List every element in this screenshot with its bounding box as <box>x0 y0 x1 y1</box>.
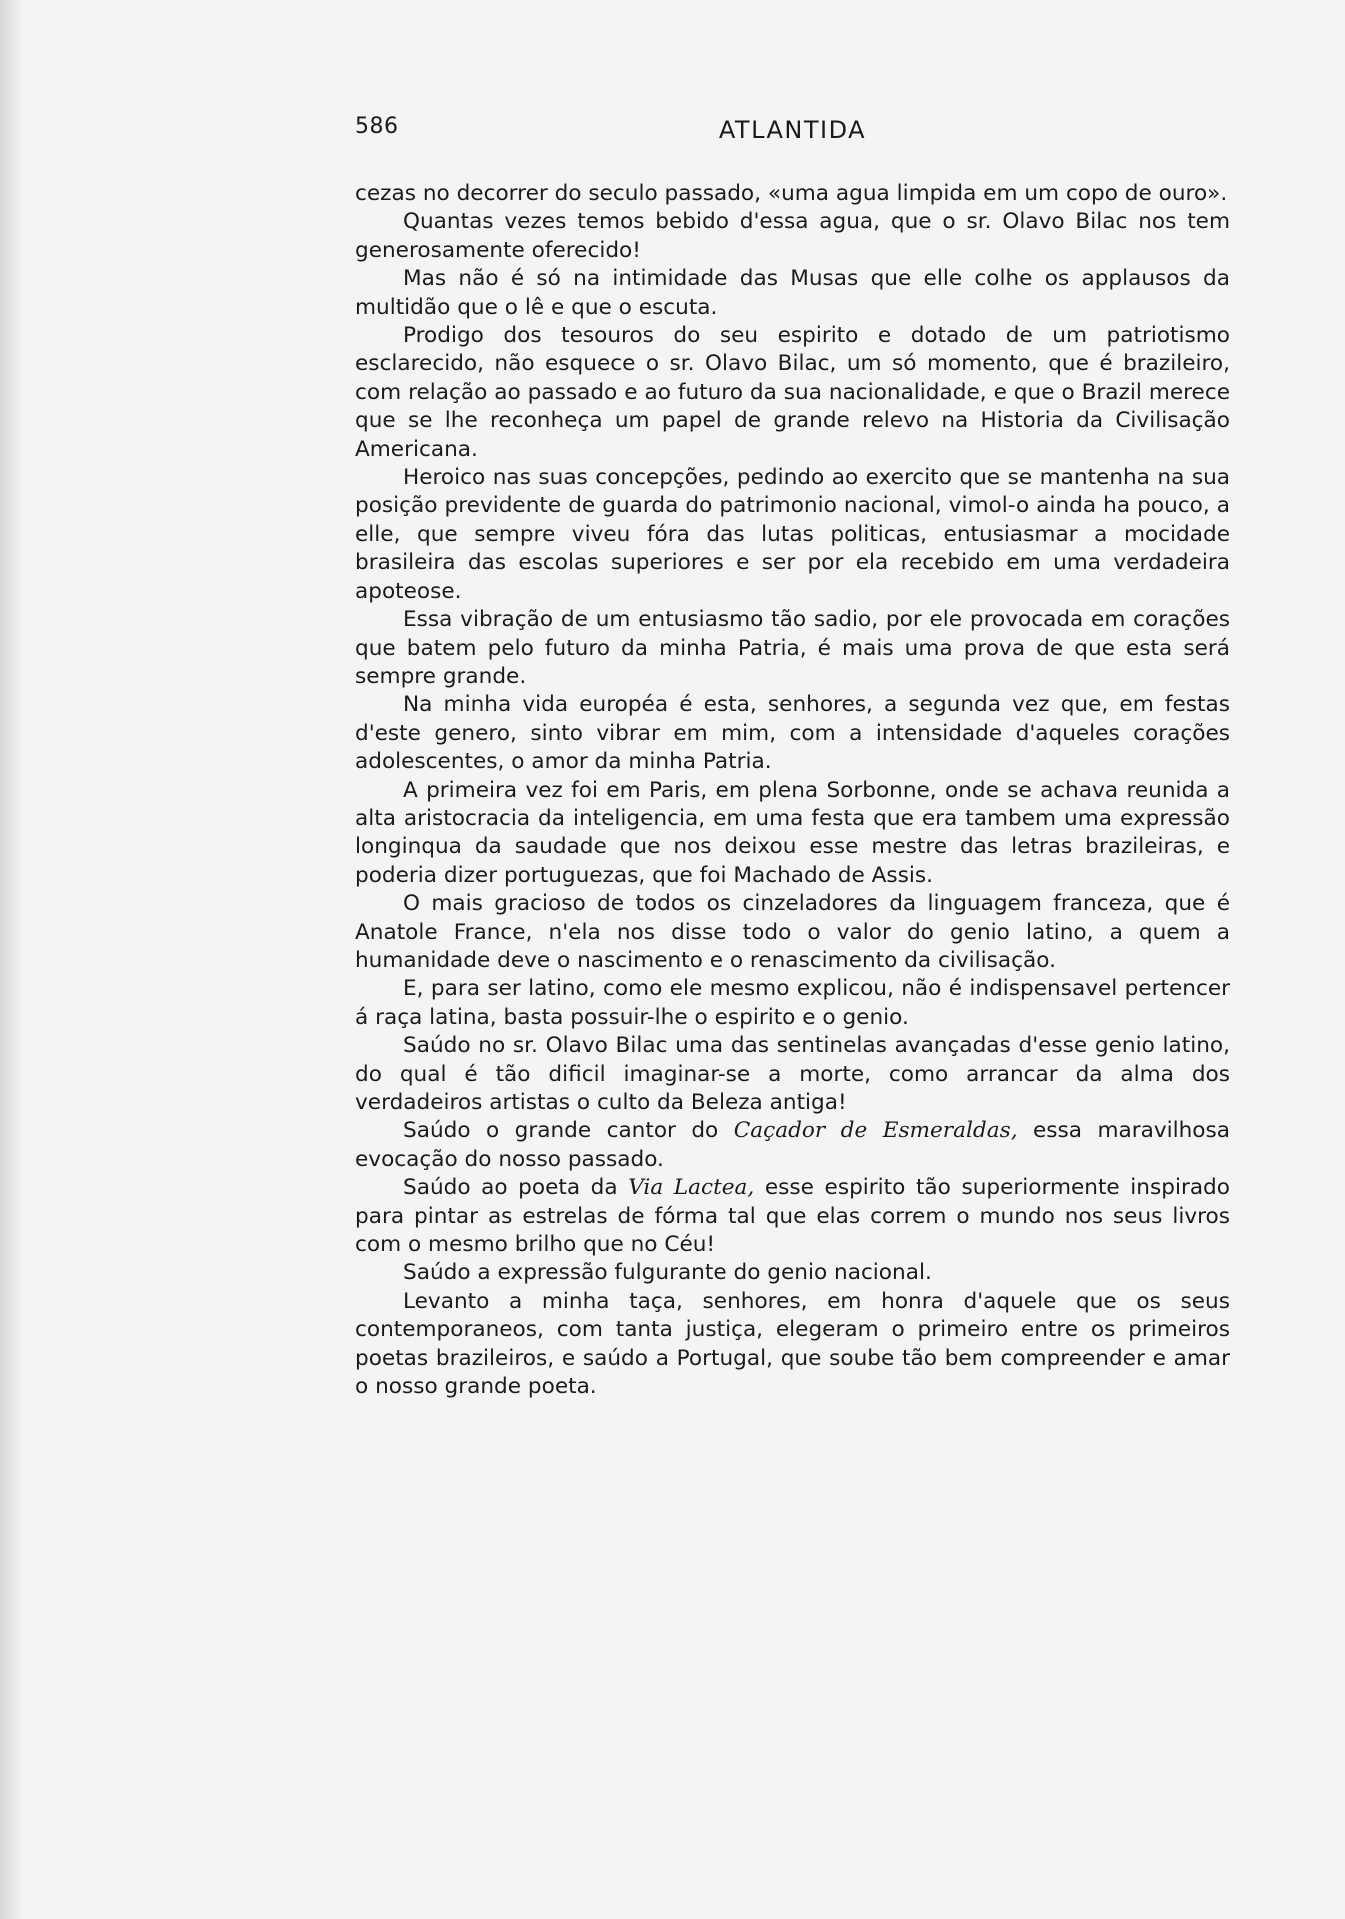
page-edge-shadow <box>0 0 22 1919</box>
work-title-via-lactea: Via Lactea, <box>628 1175 755 1201</box>
running-title: ATLANTIDA <box>718 116 867 144</box>
page-number: 586 <box>355 114 399 139</box>
paragraph: Mas não é só na intimidade das Musas que elle colhe os applausos da multidão que o lê e que o escuta. <box>355 266 1230 320</box>
paragraph: Heroico nas suas concepções, pedindo ao exercito que se mantenha na sua posição previdente de guarda do patrimonio nacional, vimol-o ainda ha pouco, a elle, que sempre viveu fóra das lutas politicas, entusiasmar a mocidade brasileira das escolas superiores e ser por ela recebido em uma verdadeira apoteose. <box>355 465 1230 604</box>
paragraph-salute-via-lactea <box>355 1174 1230 1259</box>
page-header <box>355 114 1230 148</box>
paragraph: E, para ser latino, como ele mesmo explicou, não é indispensavel pertencer á raça latina, basta possuir-lhe o espirito e o genio. <box>355 976 1230 1030</box>
paragraph: O mais gracioso de todos os cinzeladores da linguagem franceza, que é Anatole France, n'ela nos disse todo o valor do genio latino, a quem a humanidade deve o nascimento e o renascimento da civilisação. <box>355 891 1230 973</box>
paragraph: Prodigo dos tesouros do seu espirito e dotado de um patriotismo esclarecido, não esquece o sr. Olavo Bilac, um só momento, que é brazileiro, com relação ao passado e ao futuro da sua nacionalidade, e que o Brazil merece que se lhe reconheça um papel de grande relevo na Historia da Civilisação Americana. <box>355 323 1230 462</box>
paragraph: cezas no decorrer do seculo passado, «uma agua limpida em um copo de ouro». <box>355 181 1228 206</box>
article-body <box>355 180 1230 1401</box>
paragraph: Levanto a minha taça, senhores, em honra d'aquele que os seus contemporaneos, com tanta justiça, elegeram o primeiro entre os primeiros poetas brazileiros, e saúdo a Portugal, que soube tão bem compreender e amar o nosso grande poeta. <box>355 1288 1230 1400</box>
paragraph: Essa vibração de um entusiasmo tão sadio, por ele provocada em corações que batem pelo futuro da minha Patria, é mais uma prova de que esta será sempre grande. <box>355 607 1230 689</box>
paragraph: Na minha vida européa é esta, senhores, a segunda vez que, em festas d'este genero, sinto vibrar em mim, com a intensidade d'aqueles corações adolescentes, o amor da minha Patria. <box>355 692 1230 775</box>
text-run: Saúdo o grande cantor do <box>403 1118 734 1144</box>
paragraph: A primeira vez foi em Paris, em plena Sorbonne, onde se achava reunida a alta aristocracia da inteligencia, em uma festa que era tambem uma expressão longinqua da saudade que nos deixou esse mestre das letras brazileiras, e poderia dizer portuguezas, que foi Machado de Assis. <box>355 777 1230 888</box>
text-run: esse espirito tão superiormente inspirado para pintar as estrelas de fórma tal que elas correm o mundo nos seus livros com o mesmo brilho que no Céu! <box>355 1175 1230 1258</box>
paragraph: Saúdo a expressão fulgurante do genio nacional. <box>403 1260 932 1286</box>
paragraph-salute-cacador <box>355 1117 1230 1174</box>
text-run: Saúdo ao poeta da <box>403 1175 629 1201</box>
paragraph: Quantas vezes temos bebido d'essa agua, que o sr. Olavo Bilac nos tem generosamente oferecido! <box>355 209 1230 263</box>
text-run: essa maravilhosa evocação do nosso passado. <box>355 1118 1230 1172</box>
work-title-cacador-de-esmeraldas: Caçador de Esmeraldas, <box>733 1118 1018 1144</box>
paragraph: Saúdo no sr. Olavo Bilac uma das sentinelas avançadas d'esse genio latino, do qual é tão dificil imaginar-se a morte, como arrancar da alma dos verdadeiros artistas o culto da Beleza antiga! <box>355 1033 1230 1115</box>
